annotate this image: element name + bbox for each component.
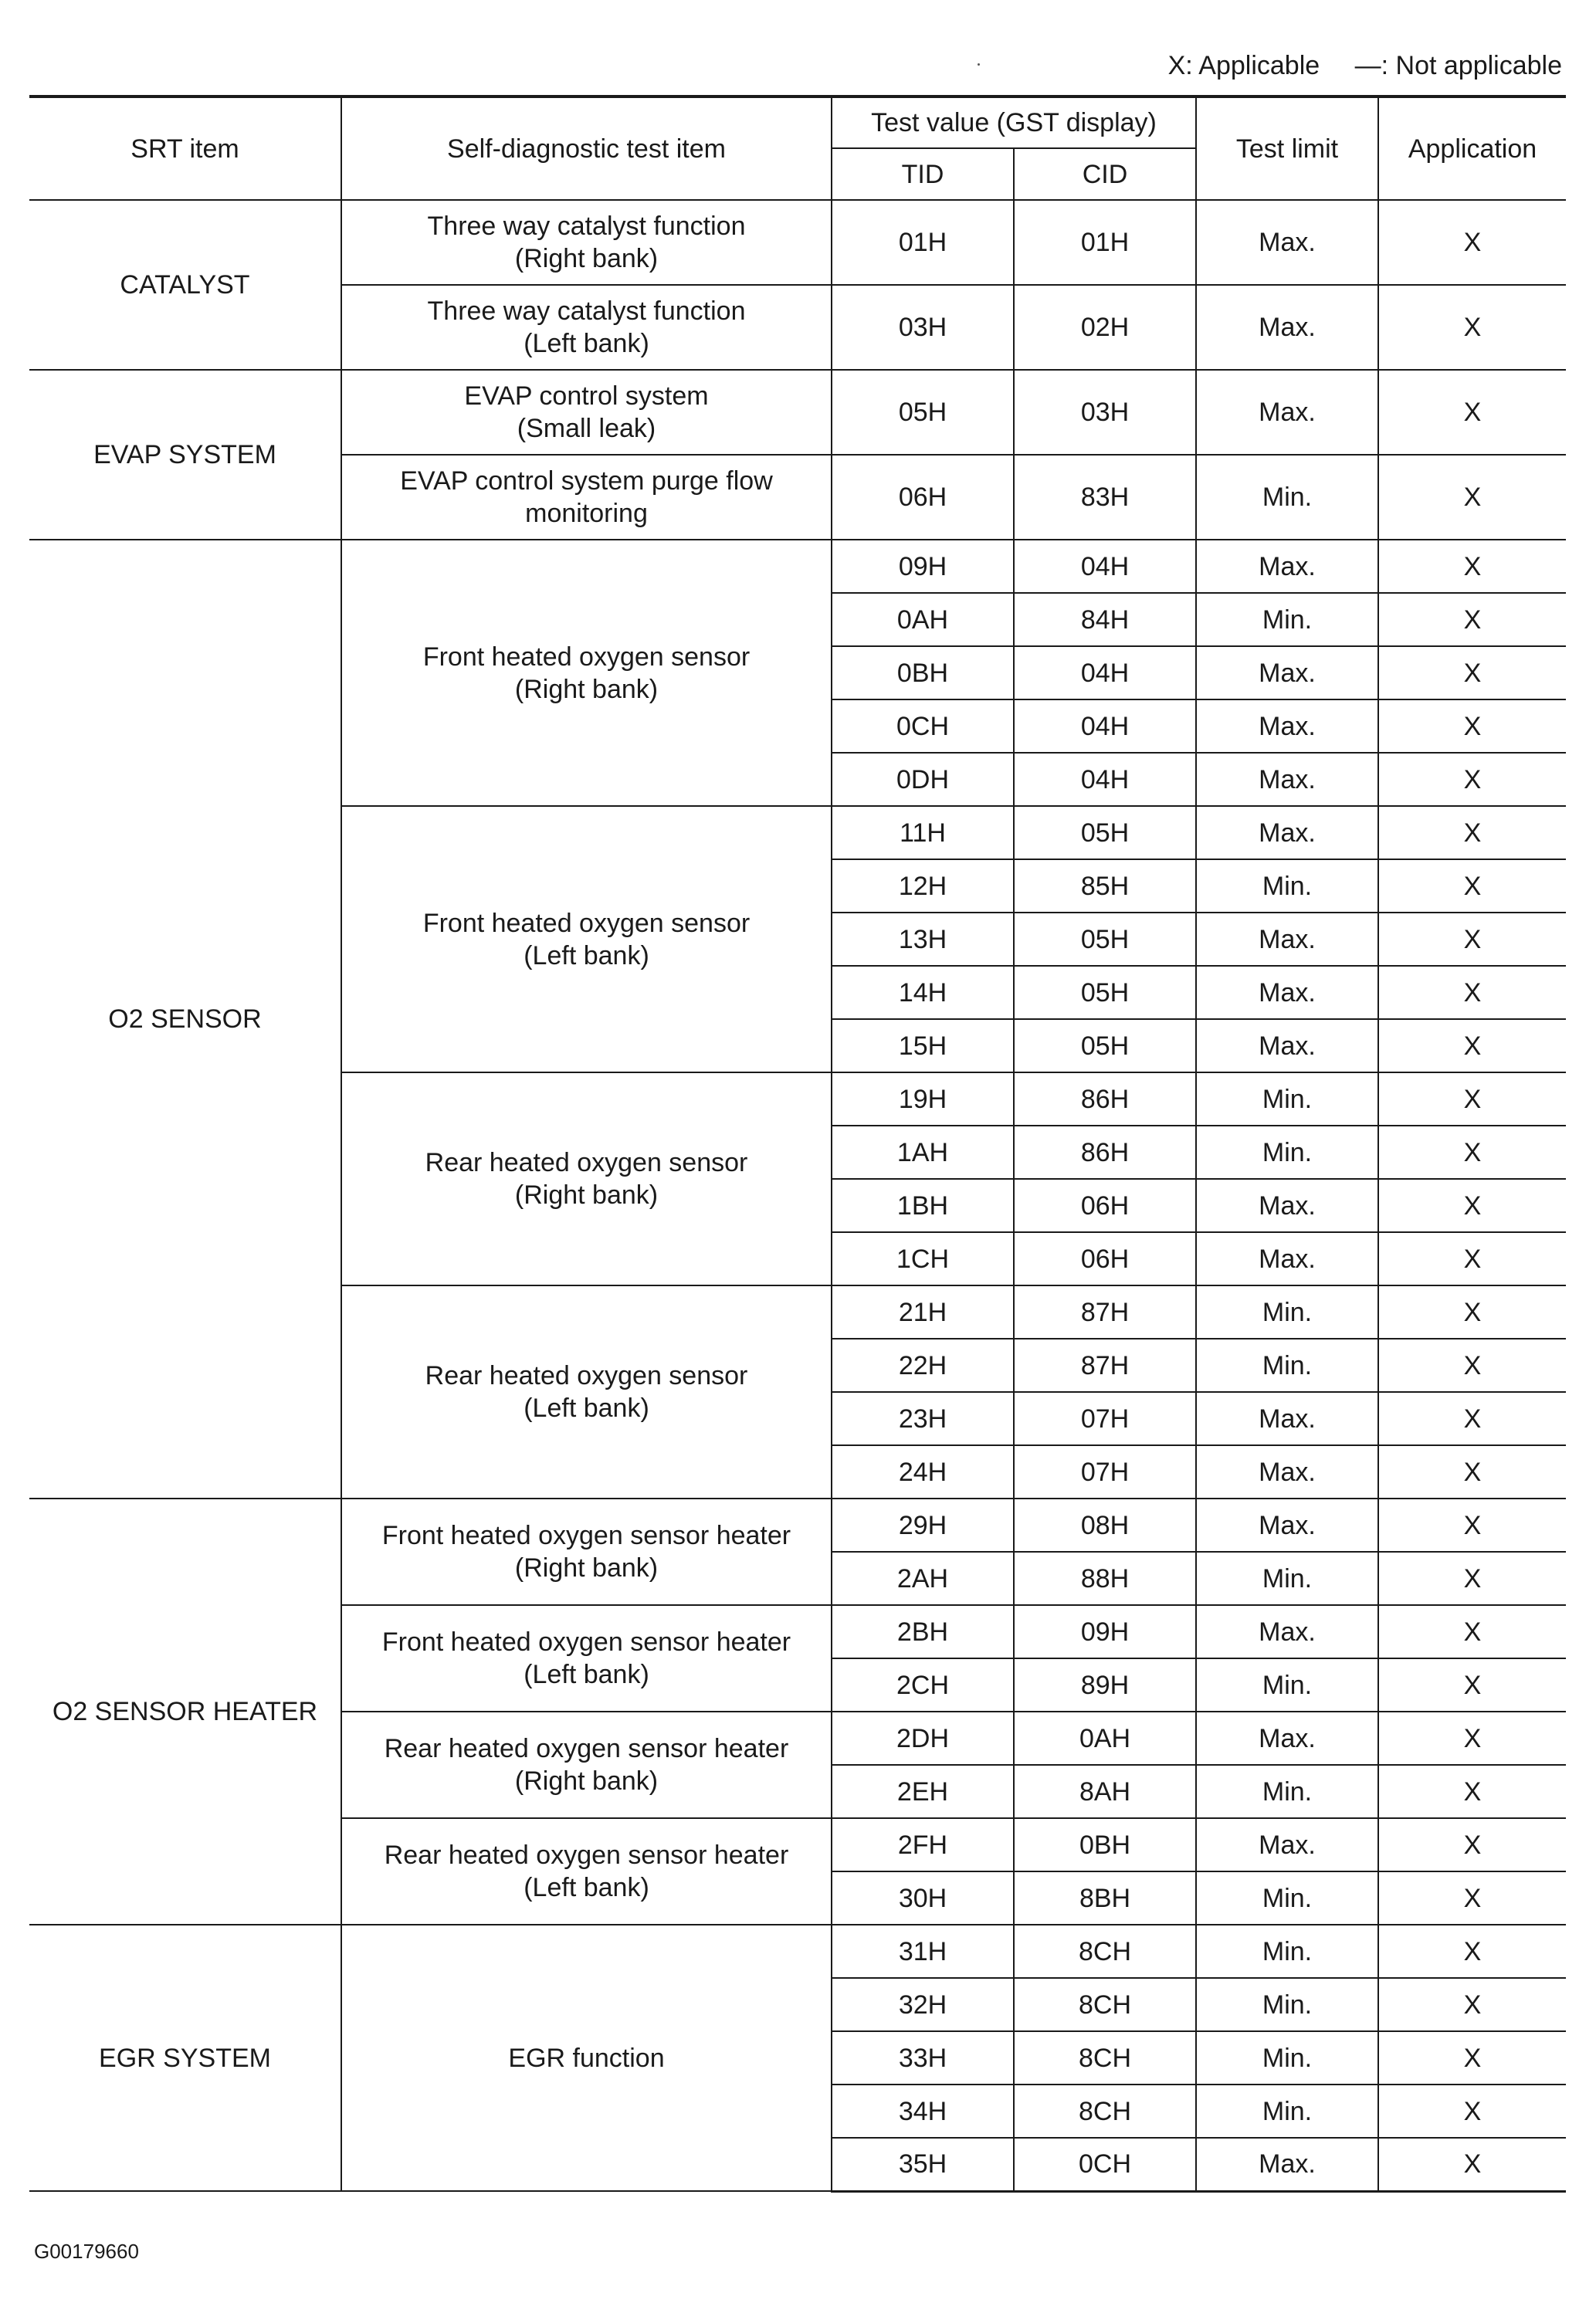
application-cell: X <box>1378 806 1566 859</box>
self-diagnostic-item-cell: Rear heated oxygen sensor (Right bank) <box>341 1072 832 1285</box>
srt-item-cell: EGR SYSTEM <box>29 1925 341 2191</box>
test-limit-cell: Min. <box>1196 1072 1378 1126</box>
application-cell: X <box>1378 1445 1566 1499</box>
cid-cell: 88H <box>1014 1552 1196 1605</box>
header-tid: TID <box>832 148 1014 200</box>
self-diagnostic-item-cell: EGR function <box>341 1925 832 2191</box>
header-srt-item: SRT item <box>29 97 341 200</box>
srt-item-cell: O2 SENSOR <box>29 540 341 1499</box>
tid-cell: 19H <box>832 1072 1014 1126</box>
test-limit-cell: Max. <box>1196 200 1378 285</box>
self-diagnostic-item-cell: Front heated oxygen sensor heater (Right bank) <box>341 1499 832 1605</box>
self-diagnostic-item-cell: Rear heated oxygen sensor (Left bank) <box>341 1285 832 1499</box>
tid-cell: 0BH <box>832 646 1014 699</box>
cid-cell: 0AH <box>1014 1712 1196 1765</box>
cid-cell: 09H <box>1014 1605 1196 1658</box>
test-limit-cell: Min. <box>1196 455 1378 540</box>
cid-cell: 01H <box>1014 200 1196 285</box>
cid-cell: 85H <box>1014 859 1196 913</box>
test-limit-cell: Max. <box>1196 1392 1378 1445</box>
tid-cell: 09H <box>832 540 1014 593</box>
tid-cell: 23H <box>832 1392 1014 1445</box>
application-cell: X <box>1378 1019 1566 1072</box>
cid-cell: 07H <box>1014 1392 1196 1445</box>
tid-cell: 21H <box>832 1285 1014 1339</box>
test-limit-cell: Max. <box>1196 1712 1378 1765</box>
cid-cell: 8AH <box>1014 1765 1196 1818</box>
srt-item-cell: CATALYST <box>29 200 341 370</box>
table-row <box>29 200 1566 285</box>
cid-cell: 8CH <box>1014 2031 1196 2085</box>
tid-cell: 01H <box>832 200 1014 285</box>
self-diagnostic-item-cell: EVAP control system (Small leak) <box>341 370 832 455</box>
tid-cell: 06H <box>832 455 1014 540</box>
table-body <box>29 200 1566 2191</box>
application-cell: X <box>1378 1072 1566 1126</box>
tid-cell: 1CH <box>832 1232 1014 1285</box>
test-limit-cell: Max. <box>1196 806 1378 859</box>
cid-cell: 04H <box>1014 646 1196 699</box>
cid-cell: 8BH <box>1014 1871 1196 1925</box>
application-cell: X <box>1378 455 1566 540</box>
application-cell: X <box>1378 2085 1566 2138</box>
test-limit-cell: Max. <box>1196 1232 1378 1285</box>
self-diagnostic-item-cell: Three way catalyst function (Left bank) <box>341 285 832 370</box>
test-limit-cell: Min. <box>1196 1871 1378 1925</box>
srt-table <box>29 95 1566 2193</box>
header-self-diagnostic-item: Self-diagnostic test item <box>341 97 832 200</box>
application-cell: X <box>1378 913 1566 966</box>
cid-cell: 08H <box>1014 1499 1196 1552</box>
tid-cell: 14H <box>832 966 1014 1019</box>
tid-cell: 2EH <box>832 1765 1014 1818</box>
test-limit-cell: Max. <box>1196 1605 1378 1658</box>
legend-not-applicable: —: Not applicable <box>1354 51 1562 80</box>
tid-cell: 22H <box>832 1339 1014 1392</box>
self-diagnostic-item-cell: Front heated oxygen sensor (Right bank) <box>341 540 832 806</box>
cid-cell: 83H <box>1014 455 1196 540</box>
tid-cell: 2BH <box>832 1605 1014 1658</box>
table-row <box>29 540 1566 593</box>
cid-cell: 06H <box>1014 1179 1196 1232</box>
application-cell: X <box>1378 966 1566 1019</box>
application-cell: X <box>1378 1126 1566 1179</box>
tid-cell: 12H <box>832 859 1014 913</box>
application-cell: X <box>1378 1818 1566 1871</box>
application-cell: X <box>1378 699 1566 753</box>
tid-cell: 03H <box>832 285 1014 370</box>
application-cell: X <box>1378 2031 1566 2085</box>
tid-cell: 0CH <box>832 699 1014 753</box>
tid-cell: 0DH <box>832 753 1014 806</box>
tid-cell: 2DH <box>832 1712 1014 1765</box>
application-cell: X <box>1378 1765 1566 1818</box>
test-limit-cell: Max. <box>1196 285 1378 370</box>
cid-cell: 05H <box>1014 806 1196 859</box>
application-cell: X <box>1378 1285 1566 1339</box>
tid-cell: 1BH <box>832 1179 1014 1232</box>
stray-dot-mark <box>978 63 980 66</box>
application-cell: X <box>1378 593 1566 646</box>
self-diagnostic-item-cell: Rear heated oxygen sensor heater (Right bank) <box>341 1712 832 1818</box>
application-cell: X <box>1378 1925 1566 1978</box>
application-cell: X <box>1378 1179 1566 1232</box>
test-limit-cell: Max. <box>1196 370 1378 455</box>
test-limit-cell: Min. <box>1196 859 1378 913</box>
header-test-value: Test value (GST display) <box>832 97 1196 148</box>
cid-cell: 8CH <box>1014 1978 1196 2031</box>
test-limit-cell: Max. <box>1196 646 1378 699</box>
cid-cell: 86H <box>1014 1126 1196 1179</box>
application-cell: X <box>1378 1232 1566 1285</box>
tid-cell: 29H <box>832 1499 1014 1552</box>
test-limit-cell: Max. <box>1196 699 1378 753</box>
test-limit-cell: Max. <box>1196 1499 1378 1552</box>
tid-cell: 35H <box>832 2138 1014 2191</box>
application-cell: X <box>1378 1552 1566 1605</box>
cid-cell: 04H <box>1014 699 1196 753</box>
cid-cell: 05H <box>1014 966 1196 1019</box>
cid-cell: 86H <box>1014 1072 1196 1126</box>
cid-cell: 89H <box>1014 1658 1196 1712</box>
application-cell: X <box>1378 753 1566 806</box>
application-cell: X <box>1378 1499 1566 1552</box>
figure-code: G00179660 <box>34 2240 139 2263</box>
cid-cell: 05H <box>1014 913 1196 966</box>
legend <box>1140 51 1562 81</box>
cid-cell: 06H <box>1014 1232 1196 1285</box>
application-cell: X <box>1378 285 1566 370</box>
application-cell: X <box>1378 2138 1566 2191</box>
test-limit-cell: Max. <box>1196 2138 1378 2191</box>
table-row <box>29 1925 1566 1978</box>
cid-cell: 87H <box>1014 1285 1196 1339</box>
tid-cell: 31H <box>832 1925 1014 1978</box>
cid-cell: 07H <box>1014 1445 1196 1499</box>
tid-cell: 05H <box>832 370 1014 455</box>
test-limit-cell: Min. <box>1196 1339 1378 1392</box>
cid-cell: 03H <box>1014 370 1196 455</box>
cid-cell: 02H <box>1014 285 1196 370</box>
legend-applicable: X: Applicable <box>1167 51 1320 80</box>
application-cell: X <box>1378 370 1566 455</box>
cid-cell: 0CH <box>1014 2138 1196 2191</box>
tid-cell: 13H <box>832 913 1014 966</box>
application-cell: X <box>1378 1605 1566 1658</box>
tid-cell: 2FH <box>832 1818 1014 1871</box>
test-limit-cell: Max. <box>1196 966 1378 1019</box>
test-limit-cell: Min. <box>1196 2085 1378 2138</box>
test-limit-cell: Min. <box>1196 1552 1378 1605</box>
test-limit-cell: Min. <box>1196 1978 1378 2031</box>
tid-cell: 0AH <box>832 593 1014 646</box>
tid-cell: 34H <box>832 2085 1014 2138</box>
table-row <box>29 1499 1566 1552</box>
application-cell: X <box>1378 646 1566 699</box>
header-cid: CID <box>1014 148 1196 200</box>
application-cell: X <box>1378 859 1566 913</box>
test-limit-cell: Max. <box>1196 1179 1378 1232</box>
application-cell: X <box>1378 1871 1566 1925</box>
cid-cell: 04H <box>1014 753 1196 806</box>
tid-cell: 32H <box>832 1978 1014 2031</box>
cid-cell: 84H <box>1014 593 1196 646</box>
test-limit-cell: Min. <box>1196 1658 1378 1712</box>
test-limit-cell: Max. <box>1196 1818 1378 1871</box>
cid-cell: 0BH <box>1014 1818 1196 1871</box>
test-limit-cell: Min. <box>1196 1925 1378 1978</box>
application-cell: X <box>1378 1978 1566 2031</box>
header-application: Application <box>1378 97 1566 200</box>
tid-cell: 30H <box>832 1871 1014 1925</box>
srt-item-cell: O2 SENSOR HEATER <box>29 1499 341 1925</box>
tid-cell: 2AH <box>832 1552 1014 1605</box>
srt-item-cell: EVAP SYSTEM <box>29 370 341 540</box>
cid-cell: 8CH <box>1014 2085 1196 2138</box>
table-row <box>29 370 1566 455</box>
self-diagnostic-item-cell: EVAP control system purge flow monitoring <box>341 455 832 540</box>
tid-cell: 1AH <box>832 1126 1014 1179</box>
header-test-limit: Test limit <box>1196 97 1378 200</box>
cid-cell: 8CH <box>1014 1925 1196 1978</box>
test-limit-cell: Min. <box>1196 1126 1378 1179</box>
tid-cell: 15H <box>832 1019 1014 1072</box>
self-diagnostic-item-cell: Front heated oxygen sensor (Left bank) <box>341 806 832 1072</box>
cid-cell: 87H <box>1014 1339 1196 1392</box>
test-limit-cell: Min. <box>1196 2031 1378 2085</box>
test-limit-cell: Max. <box>1196 1445 1378 1499</box>
application-cell: X <box>1378 1339 1566 1392</box>
cid-cell: 04H <box>1014 540 1196 593</box>
self-diagnostic-item-cell: Three way catalyst function (Right bank) <box>341 200 832 285</box>
cid-cell: 05H <box>1014 1019 1196 1072</box>
test-limit-cell: Min. <box>1196 1285 1378 1339</box>
test-limit-cell: Max. <box>1196 1019 1378 1072</box>
application-cell: X <box>1378 1392 1566 1445</box>
test-limit-cell: Max. <box>1196 913 1378 966</box>
self-diagnostic-item-cell: Rear heated oxygen sensor heater (Left bank) <box>341 1818 832 1925</box>
tid-cell: 11H <box>832 806 1014 859</box>
application-cell: X <box>1378 1658 1566 1712</box>
test-limit-cell: Max. <box>1196 540 1378 593</box>
tid-cell: 24H <box>832 1445 1014 1499</box>
application-cell: X <box>1378 200 1566 285</box>
test-limit-cell: Min. <box>1196 1765 1378 1818</box>
self-diagnostic-item-cell: Front heated oxygen sensor heater (Left bank) <box>341 1605 832 1712</box>
tid-cell: 2CH <box>832 1658 1014 1712</box>
application-cell: X <box>1378 540 1566 593</box>
tid-cell: 33H <box>832 2031 1014 2085</box>
test-limit-cell: Max. <box>1196 753 1378 806</box>
test-limit-cell: Min. <box>1196 593 1378 646</box>
application-cell: X <box>1378 1712 1566 1765</box>
